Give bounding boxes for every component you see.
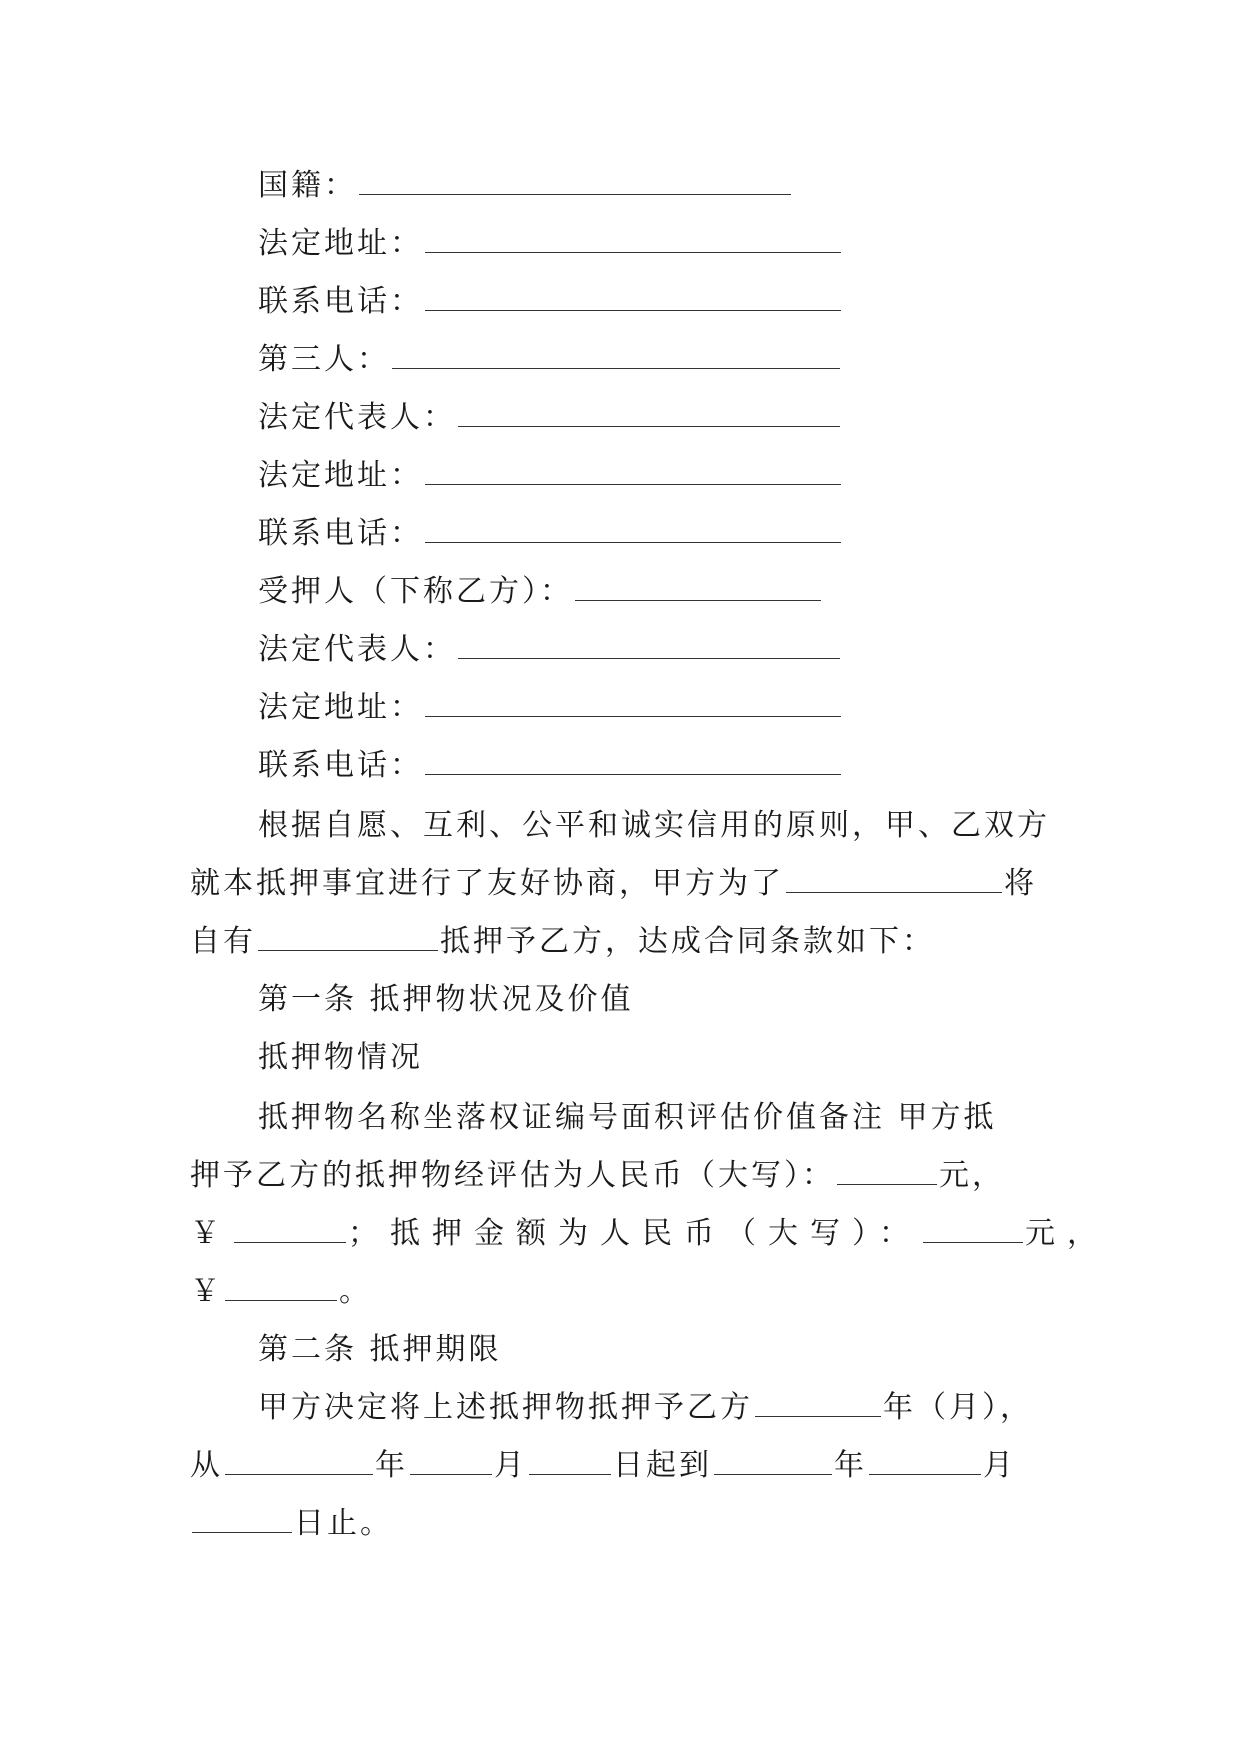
paragraph-text: 年: [834, 1448, 867, 1483]
field-phone-2: [258, 514, 843, 554]
field-nationality: [258, 166, 793, 206]
paragraph-text: 自有: [190, 924, 256, 959]
field-legal-rep-1: [258, 398, 842, 438]
fill-blank[interactable]: [755, 1388, 881, 1417]
field-label: 联系电话：: [258, 284, 423, 319]
paragraph-text: 元，: [1025, 1216, 1109, 1251]
field-label: 法定代表人：: [258, 400, 456, 435]
fill-blank[interactable]: [425, 514, 841, 543]
paragraph-text: 月: [494, 1448, 527, 1483]
article-2-line-1: [258, 1388, 1033, 1428]
fill-blank[interactable]: [923, 1214, 1023, 1243]
article-2-line-3: [190, 1504, 393, 1544]
fill-blank[interactable]: [786, 864, 1002, 893]
paragraph-text: 日起到: [613, 1448, 712, 1483]
paragraph-text: 抵押物名称坐落权证编号面积评估价值备注 甲方抵: [258, 1100, 997, 1135]
field-label: 法定地址：: [258, 690, 423, 725]
article-2-title: [258, 1330, 502, 1370]
fill-blank[interactable]: [392, 340, 840, 369]
fill-blank[interactable]: [529, 1446, 611, 1475]
paragraph-text: 年（月），: [883, 1390, 1033, 1425]
field-label: 第三人：: [258, 342, 390, 377]
field-label: 国籍：: [258, 168, 357, 203]
fill-blank[interactable]: [225, 1272, 337, 1301]
paragraph-text: 抵押予乙方，达成合同条款如下：: [440, 924, 935, 959]
article-1-line-4: [190, 1272, 372, 1312]
field-label: 法定地址：: [258, 458, 423, 493]
paragraph-text: ￥: [190, 1216, 232, 1251]
field-legal-rep-2: [258, 630, 842, 670]
paragraph-text: 从: [190, 1448, 223, 1483]
paragraph-text: 年: [375, 1448, 408, 1483]
field-label: 联系电话：: [258, 516, 423, 551]
paragraph-text: 就本抵押事宜进行了友好协商，甲方为了: [190, 866, 784, 901]
fill-blank[interactable]: [425, 282, 841, 311]
fill-blank[interactable]: [359, 166, 791, 195]
fill-blank[interactable]: [258, 922, 438, 951]
article-1-subtitle: [258, 1038, 423, 1078]
article-1-line-3: [190, 1214, 1109, 1254]
article-1-line-2: [190, 1156, 1005, 1196]
paragraph-text: 押予乙方的抵押物经评估为人民币（大写）：: [190, 1158, 835, 1193]
section-heading: 第一条 抵押物状况及价值: [258, 982, 634, 1017]
fill-blank[interactable]: [575, 572, 821, 601]
fill-blank[interactable]: [410, 1446, 492, 1475]
paragraph-text: 甲方决定将上述抵押物抵押予乙方: [258, 1390, 753, 1425]
fill-blank[interactable]: [458, 398, 840, 427]
field-pledgee: [258, 572, 823, 612]
fill-blank[interactable]: [225, 1446, 373, 1475]
field-label: 法定地址：: [258, 226, 423, 261]
field-label: 联系电话：: [258, 748, 423, 783]
field-phone-1: [258, 282, 843, 322]
section-subheading: 抵押物情况: [258, 1040, 423, 1075]
intro-line-2: [190, 864, 1037, 904]
field-label: 受押人（下称乙方）：: [258, 574, 573, 609]
intro-line-1: [258, 806, 1050, 846]
paragraph-text: ；抵押金额为人民币（大写）：: [348, 1216, 921, 1251]
article-2-line-2: [190, 1446, 1016, 1486]
intro-line-3: [190, 922, 935, 962]
fill-blank[interactable]: [869, 1446, 981, 1475]
field-third-party: [258, 340, 842, 380]
field-legal-address-1: [258, 224, 843, 264]
paragraph-text: 月: [983, 1448, 1016, 1483]
fill-blank[interactable]: [425, 456, 841, 485]
paragraph-text: 元，: [939, 1158, 1005, 1193]
paragraph-text: 日止。: [294, 1506, 393, 1541]
field-phone-3: [258, 746, 843, 786]
article-1-title: [258, 980, 634, 1020]
article-1-line-1: [258, 1098, 997, 1138]
section-heading: 第二条 抵押期限: [258, 1332, 502, 1367]
paragraph-text: 。: [339, 1274, 372, 1309]
fill-blank[interactable]: [234, 1214, 346, 1243]
fill-blank[interactable]: [837, 1156, 937, 1185]
field-legal-address-2: [258, 456, 843, 496]
fill-blank[interactable]: [425, 746, 841, 775]
fill-blank[interactable]: [714, 1446, 832, 1475]
fill-blank[interactable]: [425, 224, 841, 253]
paragraph-text: ￥: [190, 1274, 223, 1309]
field-label: 法定代表人：: [258, 632, 456, 667]
fill-blank[interactable]: [425, 688, 841, 717]
paragraph-text: 将: [1004, 866, 1037, 901]
field-legal-address-3: [258, 688, 843, 728]
fill-blank[interactable]: [192, 1504, 292, 1533]
paragraph-text: 根据自愿、互利、公平和诚实信用的原则，甲、乙双方: [258, 808, 1050, 843]
fill-blank[interactable]: [458, 630, 840, 659]
